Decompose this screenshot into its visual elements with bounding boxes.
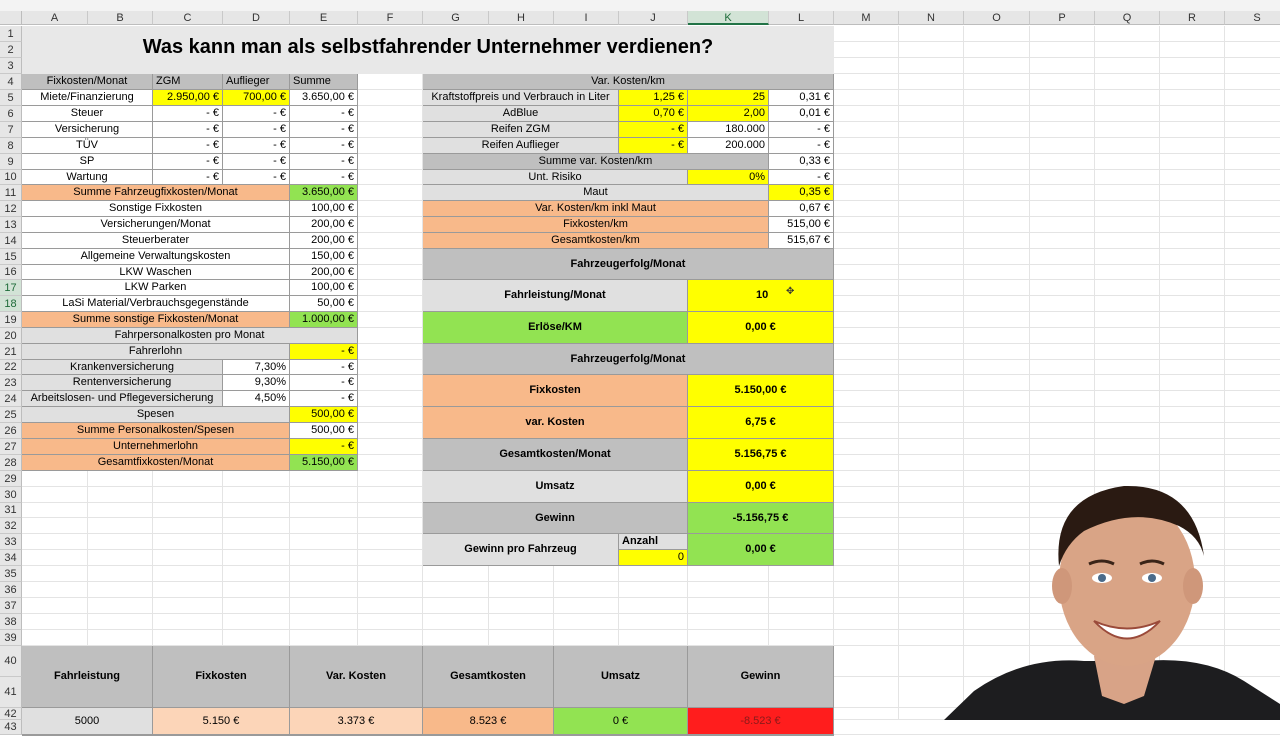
var-row-price[interactable]: - € bbox=[619, 122, 688, 138]
fix-row-summe[interactable]: - € bbox=[290, 122, 358, 138]
other-row-value[interactable]: 100,00 € bbox=[290, 201, 358, 217]
row-header[interactable]: 5 bbox=[0, 90, 22, 106]
var-row-amount[interactable]: 25 bbox=[688, 90, 769, 106]
other-row-label[interactable]: LKW Waschen bbox=[22, 265, 290, 280]
bottom-row-cell[interactable]: 8.523 € bbox=[423, 708, 554, 735]
row-header[interactable]: 10 bbox=[0, 170, 22, 185]
erloes-label[interactable]: Erlöse/KM bbox=[423, 312, 688, 344]
var-row-price[interactable]: 0,70 € bbox=[619, 106, 688, 122]
var-row-perkm[interactable]: 0,31 € bbox=[769, 90, 834, 106]
bottom-row-cell[interactable]: 5.150 € bbox=[153, 708, 290, 735]
row-header[interactable]: 30 bbox=[0, 487, 22, 503]
erfolg-umsatz-label[interactable]: Umsatz bbox=[423, 471, 688, 503]
insurance-value[interactable]: - € bbox=[290, 391, 358, 407]
var-row-amount[interactable]: 200.000 bbox=[688, 138, 769, 154]
fix-header-label[interactable]: Fixkosten/Monat bbox=[22, 74, 153, 90]
anzahl-label[interactable]: Anzahl bbox=[619, 534, 688, 550]
column-header[interactable]: C bbox=[153, 11, 223, 25]
row-header[interactable]: 13 bbox=[0, 217, 22, 233]
erfolg-fixkosten-value[interactable]: 5.150,00 € bbox=[688, 375, 834, 407]
row-header[interactable]: 43 bbox=[0, 720, 22, 735]
toolbar-strip bbox=[0, 0, 1280, 11]
insurance-value[interactable]: - € bbox=[290, 360, 358, 375]
other-row-label[interactable]: Versicherungen/Monat bbox=[22, 217, 290, 233]
var-row-label[interactable]: AdBlue bbox=[423, 106, 619, 122]
column-header[interactable]: D bbox=[223, 11, 290, 25]
other-row-label[interactable]: Steuerberater bbox=[22, 233, 290, 249]
maut-value[interactable]: 0,35 € bbox=[769, 185, 834, 201]
risiko-label[interactable]: Unt. Risiko bbox=[423, 170, 688, 185]
row-header[interactable]: 36 bbox=[0, 582, 22, 598]
row-header[interactable]: 17 bbox=[0, 280, 22, 296]
fix-row-zgm[interactable]: - € bbox=[153, 122, 223, 138]
presenter-image bbox=[944, 476, 1280, 720]
sum-other-label[interactable]: Summe sonstige Fixkosten/Monat bbox=[22, 312, 290, 328]
cell-cursor-icon: ✥ bbox=[786, 286, 795, 297]
fixkm-value[interactable]: 515,00 € bbox=[769, 217, 834, 233]
row-header[interactable]: 11 bbox=[0, 185, 22, 201]
erfolg-header-1[interactable]: Fahrzeugerfolg/Monat bbox=[423, 249, 834, 280]
var-sum-label[interactable]: Summe var. Kosten/km bbox=[423, 154, 769, 170]
row-header[interactable]: 41 bbox=[0, 677, 22, 708]
row-header[interactable]: 38 bbox=[0, 614, 22, 630]
erloes-value[interactable]: 0,00 € bbox=[688, 312, 834, 344]
erfolg-varkosten-value[interactable]: 6,75 € bbox=[688, 407, 834, 439]
erfolg-gesamtkosten-value[interactable]: 5.156,75 € bbox=[688, 439, 834, 471]
row-header[interactable]: 26 bbox=[0, 423, 22, 439]
var-row-label[interactable]: Reifen Auflieger bbox=[423, 138, 619, 154]
erfolg-fixkosten-label[interactable]: Fixkosten bbox=[423, 375, 688, 407]
other-row-value[interactable]: 200,00 € bbox=[290, 217, 358, 233]
bottom-header[interactable]: Fahrleistung bbox=[22, 646, 153, 708]
other-row-value[interactable]: 150,00 € bbox=[290, 249, 358, 265]
spesen-label[interactable]: Spesen bbox=[22, 407, 290, 423]
sum-personal-label[interactable]: Summe Personalkosten/Spesen bbox=[22, 423, 290, 439]
erfolg-header-2[interactable]: Fahrzeugerfolg/Monat bbox=[423, 344, 834, 375]
fix-row-auflieger[interactable]: - € bbox=[223, 106, 290, 122]
other-row-label[interactable]: Allgemeine Verwaltungskosten bbox=[22, 249, 290, 265]
bottom-row-cell[interactable]: -8.523 € bbox=[688, 708, 834, 735]
column-header[interactable]: L bbox=[769, 11, 834, 25]
gesamtkm-value[interactable]: 515,67 € bbox=[769, 233, 834, 249]
fix-row-zgm[interactable]: - € bbox=[153, 138, 223, 154]
sum-other-value[interactable]: 1.000,00 € bbox=[290, 312, 358, 328]
select-all-corner[interactable] bbox=[0, 11, 22, 25]
inkl-maut-label[interactable]: Var. Kosten/km inkl Maut bbox=[423, 201, 769, 217]
insurance-pct[interactable]: 7,30% bbox=[223, 360, 290, 375]
row-header[interactable]: 25 bbox=[0, 407, 22, 423]
var-row-price[interactable]: 1,25 € bbox=[619, 90, 688, 106]
row-header[interactable]: 42 bbox=[0, 708, 22, 720]
other-row-value[interactable]: 200,00 € bbox=[290, 265, 358, 280]
fahrerlohn-value[interactable]: - € bbox=[290, 344, 358, 360]
column-header[interactable]: R bbox=[1160, 11, 1225, 25]
fix-row-auflieger[interactable]: - € bbox=[223, 122, 290, 138]
fix-header-summe[interactable]: Summe bbox=[290, 74, 358, 90]
column-header[interactable]: O bbox=[964, 11, 1030, 25]
row-header[interactable]: 4 bbox=[0, 74, 22, 90]
column-header[interactable]: S bbox=[1225, 11, 1280, 25]
column-header[interactable]: N bbox=[899, 11, 964, 25]
row-header[interactable]: 3 bbox=[0, 58, 22, 74]
row-header[interactable]: 21 bbox=[0, 344, 22, 360]
fix-row-label[interactable]: Miete/Finanzierung bbox=[22, 90, 153, 106]
insurance-pct[interactable]: 4,50% bbox=[223, 391, 290, 407]
fix-row-label[interactable]: TÜV bbox=[22, 138, 153, 154]
var-row-label[interactable]: Reifen ZGM bbox=[423, 122, 619, 138]
row-header[interactable]: 6 bbox=[0, 106, 22, 122]
pro-fahrzeug-value[interactable]: 0,00 € bbox=[688, 534, 834, 566]
column-header[interactable]: Q bbox=[1095, 11, 1160, 25]
row-header[interactable]: 34 bbox=[0, 550, 22, 566]
row-header[interactable]: 15 bbox=[0, 249, 22, 265]
row-header[interactable]: 18 bbox=[0, 296, 22, 312]
var-sum-value[interactable]: 0,33 € bbox=[769, 154, 834, 170]
fix-row-label[interactable]: Wartung bbox=[22, 170, 153, 185]
fix-row-zgm[interactable]: - € bbox=[153, 170, 223, 185]
bottom-header[interactable]: Fixkosten bbox=[153, 646, 290, 708]
sum-personal-value[interactable]: 500,00 € bbox=[290, 423, 358, 439]
other-row-label[interactable]: Sonstige Fixkosten bbox=[22, 201, 290, 217]
row-header[interactable]: 23 bbox=[0, 375, 22, 391]
column-header[interactable]: J bbox=[619, 11, 688, 25]
spesen-value[interactable]: 500,00 € bbox=[290, 407, 358, 423]
anzahl-value[interactable]: 0 bbox=[619, 550, 688, 566]
erfolg-gesamtkosten-label[interactable]: Gesamtkosten/Monat bbox=[423, 439, 688, 471]
column-header[interactable]: E bbox=[290, 11, 358, 25]
gesamtfix-value[interactable]: 5.150,00 € bbox=[290, 455, 358, 471]
erfolg-gewinn-label[interactable]: Gewinn bbox=[423, 503, 688, 534]
fix-row-summe[interactable]: - € bbox=[290, 170, 358, 185]
column-header[interactable]: M bbox=[834, 11, 899, 25]
var-header[interactable]: Var. Kosten/km bbox=[423, 74, 834, 90]
row-header[interactable]: 16 bbox=[0, 265, 22, 280]
row-header[interactable]: 28 bbox=[0, 455, 22, 471]
gesamtfix-label[interactable]: Gesamtfixkosten/Monat bbox=[22, 455, 290, 471]
row-header[interactable]: 19 bbox=[0, 312, 22, 328]
other-row-label[interactable]: LKW Parken bbox=[22, 280, 290, 296]
erfolg-varkosten-label[interactable]: var. Kosten bbox=[423, 407, 688, 439]
row-header[interactable]: 8 bbox=[0, 138, 22, 154]
row-header[interactable]: 37 bbox=[0, 598, 22, 614]
row-header[interactable]: 20 bbox=[0, 328, 22, 344]
row-header[interactable]: 32 bbox=[0, 518, 22, 534]
erfolg-gewinn-value[interactable]: -5.156,75 € bbox=[688, 503, 834, 534]
column-header[interactable]: H bbox=[489, 11, 554, 25]
row-header[interactable]: 33 bbox=[0, 534, 22, 550]
fix-row-auflieger[interactable]: 700,00 € bbox=[223, 90, 290, 106]
fix-row-zgm[interactable]: - € bbox=[153, 106, 223, 122]
pro-fahrzeug-label[interactable]: Gewinn pro Fahrzeug bbox=[423, 534, 619, 566]
fahrleistung-label[interactable]: Fahrleistung/Monat bbox=[423, 280, 688, 312]
row-header[interactable]: 29 bbox=[0, 471, 22, 487]
bottom-row-cell[interactable]: 3.373 € bbox=[290, 708, 423, 735]
fixkm-label[interactable]: Fixkosten/km bbox=[423, 217, 769, 233]
fix-header-auflieger[interactable]: Auflieger bbox=[223, 74, 290, 90]
bottom-header[interactable]: Gesamtkosten bbox=[423, 646, 554, 708]
column-header[interactable]: A bbox=[22, 11, 88, 25]
column-header[interactable]: B bbox=[88, 11, 153, 25]
fix-row-summe[interactable]: - € bbox=[290, 106, 358, 122]
webcam-overlay bbox=[944, 476, 1280, 720]
fix-row-auflieger[interactable]: - € bbox=[223, 154, 290, 170]
sheet-title[interactable]: Was kann man als selbstfahrender Unternehmer verdienen? bbox=[142, 36, 714, 58]
fahrleistung-value[interactable]: 10 bbox=[688, 280, 834, 312]
other-row-value[interactable]: 50,00 € bbox=[290, 296, 358, 312]
sum-vehicle-label[interactable]: Summe Fahrzeugfixkosten/Monat bbox=[22, 185, 290, 201]
column-header[interactable]: I bbox=[554, 11, 619, 25]
bottom-header[interactable]: Gewinn bbox=[688, 646, 834, 708]
column-header[interactable]: P bbox=[1030, 11, 1095, 25]
insurance-label[interactable]: Krankenversicherung bbox=[22, 360, 223, 375]
unternehmerlohn-value[interactable]: - € bbox=[290, 439, 358, 455]
row-header[interactable]: 35 bbox=[0, 566, 22, 582]
var-row-price[interactable]: - € bbox=[619, 138, 688, 154]
column-header[interactable]: G bbox=[423, 11, 489, 25]
column-header[interactable]: K bbox=[688, 11, 769, 25]
fix-row-zgm[interactable]: 2.950,00 € bbox=[153, 90, 223, 106]
insurance-pct[interactable]: 9,30% bbox=[223, 375, 290, 391]
fix-row-zgm[interactable]: - € bbox=[153, 154, 223, 170]
risiko-pct[interactable]: 0% bbox=[688, 170, 769, 185]
fahrerlohn-label[interactable]: Fahrerlohn bbox=[22, 344, 290, 360]
bottom-row-cell[interactable]: 5000 bbox=[22, 708, 153, 735]
risiko-value[interactable]: - € bbox=[769, 170, 834, 185]
fix-row-auflieger[interactable]: - € bbox=[223, 170, 290, 185]
row-header[interactable]: 12 bbox=[0, 201, 22, 217]
inkl-maut-value[interactable]: 0,67 € bbox=[769, 201, 834, 217]
row-header[interactable]: 7 bbox=[0, 122, 22, 138]
insurance-value[interactable]: - € bbox=[290, 375, 358, 391]
erfolg-umsatz-value[interactable]: 0,00 € bbox=[688, 471, 834, 503]
fix-row-summe[interactable]: - € bbox=[290, 154, 358, 170]
row-header[interactable]: 31 bbox=[0, 503, 22, 518]
other-row-label[interactable]: LaSi Material/Verbrauchsgegenstände bbox=[22, 296, 290, 312]
unternehmerlohn-label[interactable]: Unternehmerlohn bbox=[22, 439, 290, 455]
other-row-value[interactable]: 100,00 € bbox=[290, 280, 358, 296]
row-header[interactable]: 1 bbox=[0, 26, 22, 42]
maut-label[interactable]: Maut bbox=[423, 185, 769, 201]
other-row-value[interactable]: 200,00 € bbox=[290, 233, 358, 249]
var-row-perkm[interactable]: - € bbox=[769, 122, 834, 138]
bottom-row-cell[interactable]: 0 € bbox=[554, 708, 688, 735]
var-row-perkm[interactable]: - € bbox=[769, 138, 834, 154]
row-header[interactable]: 27 bbox=[0, 439, 22, 455]
var-row-perkm[interactable]: 0,01 € bbox=[769, 106, 834, 122]
fix-row-label[interactable]: Steuer bbox=[22, 106, 153, 122]
fix-row-label[interactable]: SP bbox=[22, 154, 153, 170]
bottom-header[interactable]: Umsatz bbox=[554, 646, 688, 708]
var-row-amount[interactable]: 2,00 bbox=[688, 106, 769, 122]
fix-header-zgm[interactable]: ZGM bbox=[153, 74, 223, 90]
row-header[interactable]: 2 bbox=[0, 42, 22, 58]
fix-row-label[interactable]: Versicherung bbox=[22, 122, 153, 138]
row-header[interactable]: 22 bbox=[0, 360, 22, 375]
row-header[interactable]: 40 bbox=[0, 646, 22, 677]
fix-row-summe[interactable]: 3.650,00 € bbox=[290, 90, 358, 106]
row-header[interactable]: 9 bbox=[0, 154, 22, 170]
personal-header[interactable]: Fahrpersonalkosten pro Monat bbox=[22, 328, 358, 344]
insurance-label[interactable]: Rentenversicherung bbox=[22, 375, 223, 391]
row-header[interactable]: 39 bbox=[0, 630, 22, 646]
row-header[interactable]: 14 bbox=[0, 233, 22, 249]
fix-row-summe[interactable]: - € bbox=[290, 138, 358, 154]
gesamtkm-label[interactable]: Gesamtkosten/km bbox=[423, 233, 769, 249]
var-row-label[interactable]: Kraftstoffpreis und Verbrauch in Liter bbox=[423, 90, 619, 106]
column-header[interactable]: F bbox=[358, 11, 423, 25]
row-header[interactable]: 24 bbox=[0, 391, 22, 407]
var-row-amount[interactable]: 180.000 bbox=[688, 122, 769, 138]
sum-vehicle-value[interactable]: 3.650,00 € bbox=[290, 185, 358, 201]
insurance-label[interactable]: Arbeitslosen- und Pflegeversicherung bbox=[22, 391, 223, 407]
gridline bbox=[898, 26, 899, 720]
fix-row-auflieger[interactable]: - € bbox=[223, 138, 290, 154]
bottom-header[interactable]: Var. Kosten bbox=[290, 646, 423, 708]
